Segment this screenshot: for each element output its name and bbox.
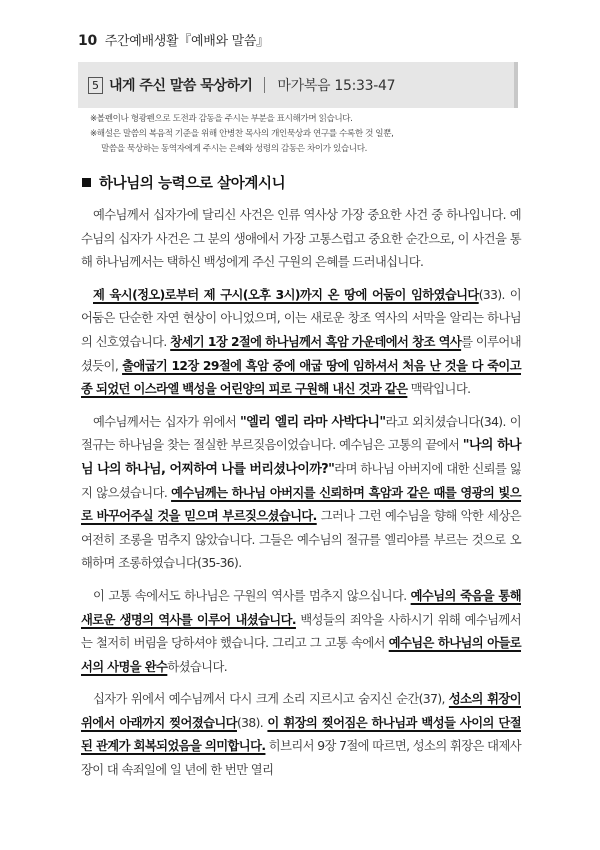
- paragraph-text: 예수님께서 십자가에 달리신 사건은 인류 역사상 가장 중요한 사건 중 하나입니다. 예수님의 십자가 사건은 그 분의 생애에서 가장 고통스럽고 중요한 순간으로, 이 사건을 통해 하나님께서는 택하신 백성에게 주신 구원의 은혜를 드러내십니다.: [81, 208, 521, 270]
- paragraph: [81, 411, 521, 576]
- paragraph-text: 맥락입니다.: [407, 382, 471, 397]
- highlighted-text: 이 휘장의 찢어짐은 하나님과 백성들 사이의 단절된 관계가 회복되었음을 의미합니다.: [81, 715, 521, 754]
- highlighted-text: 제 육시(정오)로부터 제 구시(오후 3시)까지 온 땅에 어둠이 임하였습니다: [93, 287, 479, 302]
- paragraph-text: 를 이루어내셨듯이,: [81, 334, 521, 373]
- page-number: 10: [78, 33, 97, 49]
- scripture-reference: 마가복음 15:33-47: [277, 78, 396, 94]
- book-title: 주간예배생활『예배와 말씀』: [104, 34, 269, 49]
- quotation: "나의 하나님 나의 하나님, 어찌하여 나를 버리셨나이까?": [81, 438, 521, 477]
- highlighted-text: 예수님은 하나님의 아들로서의 사명을 완수: [81, 636, 522, 674]
- quotation: "엘리 엘리 라마 사박다니": [240, 414, 386, 430]
- highlighted-text: 성소의 휘장이 위에서 아래까지 찢어졌습니다: [81, 692, 521, 730]
- paragraph: [81, 585, 521, 679]
- section-title: 하나님의 능력으로 살아계시니: [99, 176, 286, 192]
- highlighted-text: 예수님의 죽음을 통해 새로운 생명의 역사를 이루어 내셨습니다.: [81, 588, 521, 627]
- paragraph-text: 그러나 그런 예수님을 향해 악한 세상은 여전히 조롱을 멈추지 않았습니다. 그들은 예수님의 절규를 엘리야를 부르는 것으로 오해하며 조롱하였습니다(35-36).: [81, 509, 521, 571]
- paragraph-text: 라며 하나님 아버지에 대한 신뢰를 잃지 않으셨습니다.: [81, 461, 521, 500]
- lesson-title-box: [78, 62, 518, 108]
- square-bullet-icon: [82, 178, 91, 187]
- highlighted-text: 창세기 1장 2절에 하나님께서 흑암 가운데에서 창조 역사: [170, 334, 462, 349]
- highlighted-text: 출애굽기 12장 29절에 흑암 중에 애굽 땅에 임하셔서 처음 난 것을 다 죽이고 종 되었던 이스라엘 백성을 어린양의 피로 구원해 내신 것과 같은: [81, 358, 521, 397]
- paragraph-text: 히브리서 9장 7절에 따르면, 성소의 휘장은 대제사장이 대 속죄일에 일 년에 한 번만 열리: [81, 739, 521, 778]
- note-line: ※볼펜이나 형광펜으로 도전과 감동을 주시는 부분을 표시해가며 읽습니다.: [90, 114, 353, 124]
- running-header: [78, 30, 269, 49]
- reading-notes: [90, 112, 520, 157]
- lesson-number-badge: 5: [88, 77, 103, 94]
- paragraph: [81, 284, 521, 402]
- highlighted-text: 예수님께는 하나님 아버지를 신뢰하며 흑암과 같은 때를 영광의 빛으로 바꾸어주실 것을 믿으며 부르짖으셨습니다.: [81, 485, 521, 524]
- paragraph: [81, 204, 521, 275]
- paragraph-text: 예수님께서는 십자가 위에서: [93, 414, 241, 429]
- title-divider: [264, 77, 265, 93]
- paragraph-text: (33). 이 어둠은 단순한 자연 현상이 아니었으며, 이는 새로운 창조 역사의 서막을 알리는 하나님의 신호였습니다.: [81, 287, 521, 349]
- body-text: [81, 204, 521, 792]
- paragraph-text: 백성들의 죄악을 사하시기 위해 예수님께서는 철저히 버림을 당하셔야 했습니다. 그리고 그 고통 속에서: [81, 612, 521, 651]
- lesson-title: 내게 주신 말씀 묵상하기: [109, 78, 253, 94]
- paragraph-text: 십자가 위에서 예수님께서 다시 크게 소리 지르시고 숨지신 순간(37),: [93, 692, 449, 707]
- paragraph-text: 라고 외치셨습니다(34). 이 절규는 하나님을 찾는 절실한 부르짖음이었습니다. 예수님은 고통의 끝에서: [81, 414, 521, 453]
- note-line: ※해설은 말씀의 복음적 기준을 위해 안병찬 목사의 개인묵상과 연구를 수록한 것 일뿐,: [90, 129, 394, 139]
- section-heading: [82, 172, 285, 193]
- paragraph-text: (38).: [236, 715, 268, 730]
- paragraph: [81, 688, 521, 782]
- paragraph-text: 하셨습니다.: [167, 659, 228, 674]
- note-line: 말씀을 묵상하는 동역자에게 주시는 은혜와 성령의 감동은 차이가 있습니다.: [101, 144, 367, 154]
- paragraph-text: 이 고통 속에서도 하나님은 구원의 역사를 멈추지 않으십니다.: [93, 588, 411, 603]
